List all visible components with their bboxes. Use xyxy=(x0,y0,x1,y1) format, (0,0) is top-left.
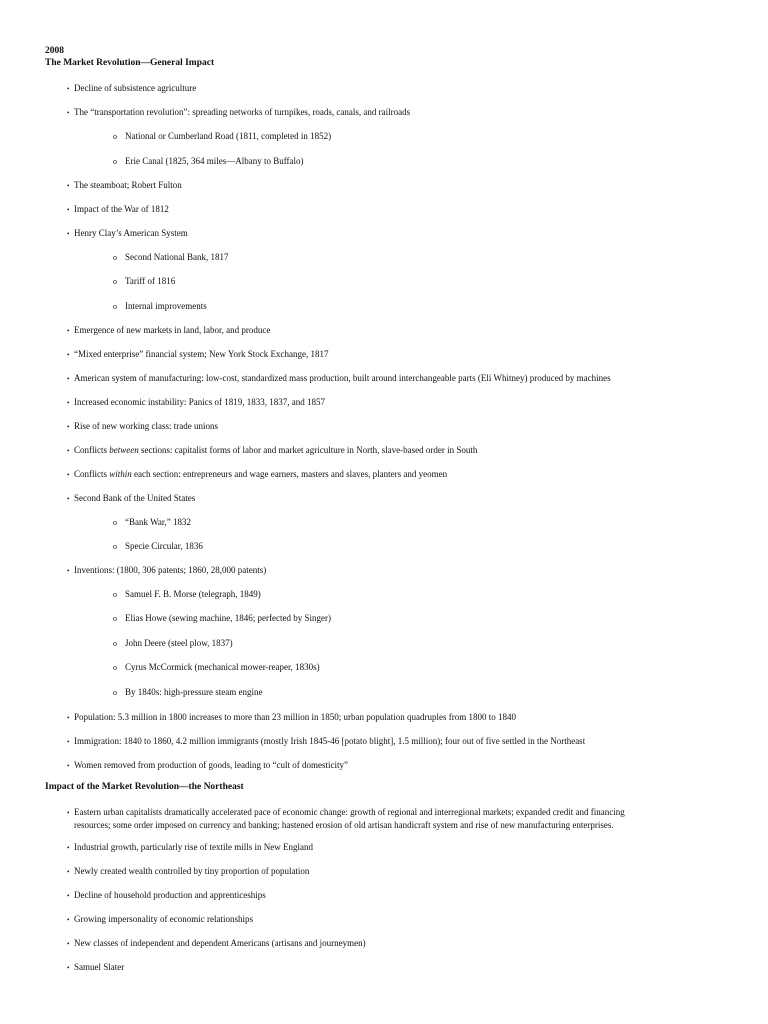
list-item xyxy=(67,937,366,950)
list-item-text: Specie Circular, 1836 xyxy=(125,541,203,551)
bullet-icon: • xyxy=(67,762,70,770)
list-item-text: New classes of independent and dependent Americans (artisans and journeymen) xyxy=(74,938,366,948)
sub-list-item xyxy=(113,637,233,650)
circle-bullet-icon: o xyxy=(113,688,117,697)
list-item-emphasis: between xyxy=(109,445,139,455)
list-item-text: Increased economic instability: Panics of 1819, 1833, 1837, and 1857 xyxy=(74,397,325,407)
sub-list-item xyxy=(113,540,203,553)
circle-bullet-icon: o xyxy=(113,639,117,648)
list-item-text: Samuel Slater xyxy=(74,962,125,972)
list-item-text: Internal improvements xyxy=(125,301,207,311)
list-item-text: Industrial growth, particularly rise of textile mills in New England xyxy=(74,842,313,852)
list-item-text: Immigration: 1840 to 1860, 4.2 million immigrants (mostly Irish 1845-46 [potato blight], 1.5 million); four out of five settled in the Northeast xyxy=(74,736,586,746)
bullet-icon: • xyxy=(67,230,70,238)
list-item-text: Impact of the War of 1812 xyxy=(74,204,169,214)
list-item-text: National or Cumberland Road (1811, completed in 1852) xyxy=(125,131,332,141)
list-item xyxy=(67,841,313,854)
bullet-icon: • xyxy=(67,567,70,575)
sub-list-item xyxy=(113,251,228,264)
list-item-text: Population: 5.3 million in 1800 increases to more than 23 million in 1850; urban population quadruples from 1800 to 1840 xyxy=(74,712,516,722)
sub-list-item xyxy=(113,661,320,674)
bullet-icon: • xyxy=(67,892,70,900)
list-item xyxy=(67,179,182,192)
list-item-text: sections: capitalist forms of labor and market agriculture in North, slave-based order in South xyxy=(138,445,478,455)
list-item-text: Emergence of new markets in land, labor, and produce xyxy=(74,325,271,335)
list-item xyxy=(67,564,266,577)
circle-bullet-icon: o xyxy=(113,132,117,141)
list-item-text: Growing impersonality of economic relationships xyxy=(74,914,253,924)
bullet-icon: • xyxy=(67,206,70,214)
list-item-text: Inventions: (1800, 306 patents; 1860, 28,000 patents) xyxy=(74,565,267,575)
list-item-text: Rise of new working class: trade unions xyxy=(74,421,218,431)
list-item-text: Samuel F. B. Morse (telegraph, 1849) xyxy=(125,589,261,599)
bullet-icon: • xyxy=(67,182,70,190)
list-item xyxy=(67,396,325,409)
list-item xyxy=(67,889,266,902)
list-item-text: “Bank War,” 1832 xyxy=(125,517,191,527)
circle-bullet-icon: o xyxy=(113,302,117,311)
list-item-text: Erie Canal (1825, 364 miles—Albany to Buffalo) xyxy=(125,156,304,166)
circle-bullet-icon: o xyxy=(113,542,117,551)
bullet-icon: • xyxy=(67,351,70,359)
list-item xyxy=(67,372,611,385)
list-item-text: By 1840s: high-pressure steam engine xyxy=(125,687,263,697)
list-item xyxy=(67,711,516,724)
list-item xyxy=(67,444,477,457)
sub-list-item xyxy=(113,588,261,601)
section-title-northeast: Impact of the Market Revolution—the Northeast xyxy=(45,782,244,792)
bullet-icon: • xyxy=(67,916,70,924)
bullet-icon: • xyxy=(67,375,70,383)
bullet-icon: • xyxy=(67,85,70,93)
list-item-text: Tariff of 1816 xyxy=(125,276,176,286)
circle-bullet-icon: o xyxy=(113,253,117,262)
list-item-text: “Mixed enterprise” financial system; New York Stock Exchange, 1817 xyxy=(74,349,329,359)
list-item-text: Decline of subsistence agriculture xyxy=(74,83,197,93)
section-title-general-impact: The Market Revolution—General Impact xyxy=(45,58,215,68)
bullet-icon: • xyxy=(67,809,70,817)
list-item-text: each section: entrepreneurs and wage earners, masters and slaves, planters and yeomen xyxy=(131,469,448,479)
list-item xyxy=(67,82,196,95)
list-item xyxy=(67,961,124,974)
list-item-text: Eastern urban capitalists dramatically accelerated pace of economic change: growth of regional and interregional markets; expanded credit and financing xyxy=(74,807,625,817)
list-item xyxy=(67,806,707,831)
bullet-icon: • xyxy=(67,109,70,117)
list-item-text: Henry Clay’s American System xyxy=(74,228,188,238)
list-item xyxy=(67,759,348,772)
sub-list-item xyxy=(113,155,304,168)
list-item xyxy=(67,865,309,878)
bullet-icon: • xyxy=(67,868,70,876)
bullet-icon: • xyxy=(67,844,70,852)
bullet-icon: • xyxy=(67,327,70,335)
list-item-text: Cyrus McCormick (mechanical mower-reaper, 1830s) xyxy=(125,662,320,672)
list-item-text: The “transportation revolution”: spreading networks of turnpikes, roads, canals, and railroads xyxy=(74,107,411,117)
list-item-text: Elias Howe (sewing machine, 1846; perfected by Singer) xyxy=(125,613,331,623)
list-item xyxy=(67,735,585,748)
list-item xyxy=(67,348,328,361)
sub-list-item xyxy=(113,300,207,313)
list-item-text: John Deere (steel plow, 1837) xyxy=(125,638,233,648)
circle-bullet-icon: o xyxy=(113,518,117,527)
list-item-text: Newly created wealth controlled by tiny proportion of population xyxy=(74,866,310,876)
list-item-continuation: resources; some order imposed on currency and banking; hastened erosion of old artisan handicraft system and rise of new manufacturing enterprises. xyxy=(74,820,614,830)
document-year: 2008 xyxy=(45,46,64,56)
list-item-text: The steamboat; Robert Fulton xyxy=(74,180,182,190)
list-item xyxy=(67,203,169,216)
bullet-icon: • xyxy=(67,495,70,503)
list-item-text: Conflicts xyxy=(74,445,110,455)
bullet-icon: • xyxy=(67,471,70,479)
list-item xyxy=(67,913,253,926)
list-item-text: Second Bank of the United States xyxy=(74,493,196,503)
circle-bullet-icon: o xyxy=(113,277,117,286)
sub-list-item xyxy=(113,516,191,529)
bullet-icon: • xyxy=(67,447,70,455)
bullet-icon: • xyxy=(67,714,70,722)
bullet-icon: • xyxy=(67,423,70,431)
list-item-text: Decline of household production and apprenticeships xyxy=(74,890,266,900)
bullet-icon: • xyxy=(67,738,70,746)
circle-bullet-icon: o xyxy=(113,590,117,599)
bullet-icon: • xyxy=(67,399,70,407)
list-item xyxy=(67,106,410,119)
sub-list-item xyxy=(113,130,331,143)
list-item-text: American system of manufacturing: low-cost, standardized mass production, built around interchangeable parts (Eli Whitney) produced by machines xyxy=(74,373,611,383)
sub-list-item xyxy=(113,686,262,699)
list-item xyxy=(67,324,270,337)
list-item-text: Women removed from production of goods, leading to “cult of domesticity” xyxy=(74,760,348,770)
bullet-icon: • xyxy=(67,964,70,972)
circle-bullet-icon: o xyxy=(113,663,117,672)
bullet-icon: • xyxy=(67,940,70,948)
list-item xyxy=(67,227,188,240)
circle-bullet-icon: o xyxy=(113,614,117,623)
list-item-emphasis: within xyxy=(109,469,132,479)
list-item-text: Conflicts xyxy=(74,469,110,479)
list-item xyxy=(67,420,218,433)
list-item xyxy=(67,492,195,505)
list-item xyxy=(67,468,447,481)
circle-bullet-icon: o xyxy=(113,157,117,166)
sub-list-item xyxy=(113,612,331,625)
list-item-text: Second National Bank, 1817 xyxy=(125,252,229,262)
sub-list-item xyxy=(113,275,175,288)
